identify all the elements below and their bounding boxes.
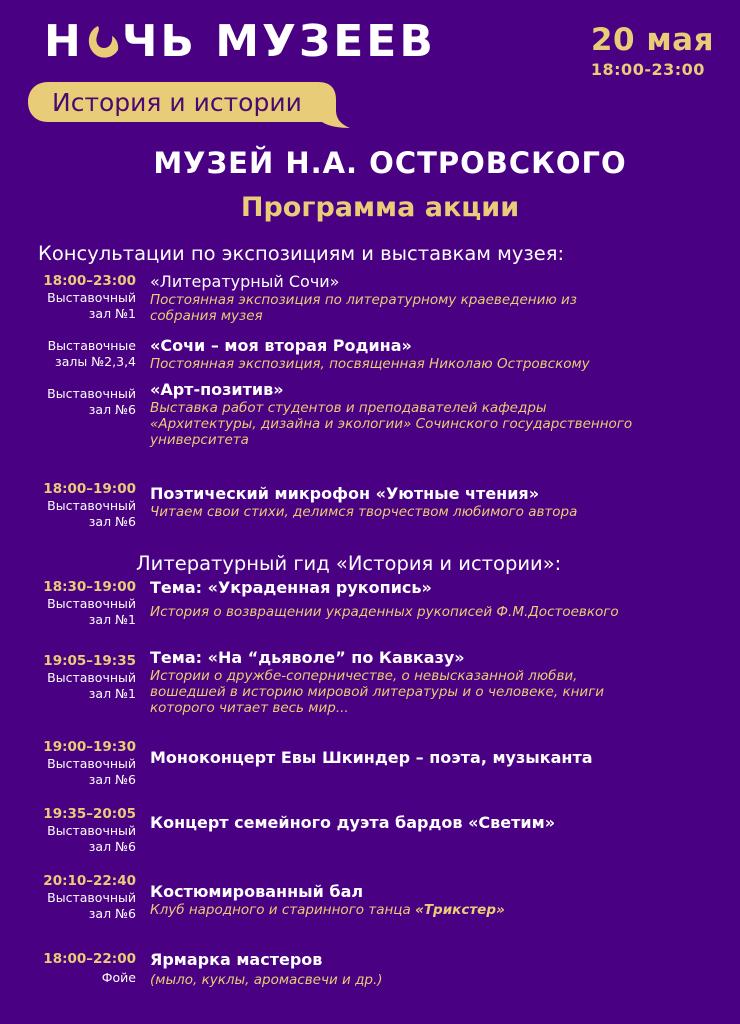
event-details (150, 648, 720, 716)
event-place: Выставочный (47, 670, 136, 685)
event-description-text: Клуб народного и старинного танца (150, 902, 416, 918)
event-description-club: «Трикстер» (415, 902, 505, 918)
event-meta (0, 738, 136, 788)
event-time: 20:10–22:40 (43, 873, 136, 889)
event-place-hall: зал №6 (88, 772, 136, 787)
event-title: «Литературный Сочи» (150, 272, 340, 291)
event-details (150, 272, 720, 324)
crescent-moon-icon (86, 20, 120, 56)
event-place-hall: зал №1 (88, 612, 136, 627)
event-title: Костюмированный бал (150, 882, 364, 901)
event-place-hall: залы №2,3,4 (55, 354, 136, 369)
event-title: «Арт-позитив» (150, 380, 284, 399)
event-meta (0, 338, 136, 370)
event-details (150, 748, 720, 768)
event-place-hall: зал №1 (88, 686, 136, 701)
event-meta (0, 872, 136, 922)
event-place-hall: зал №6 (88, 402, 136, 417)
event-details (150, 950, 720, 988)
event-time: 18:00–23:00 (43, 273, 136, 289)
event-time: 18:00–22:00 (43, 951, 136, 967)
event-title: Поэтический микрофон «Уютные чтения» (150, 484, 540, 503)
event-meta (0, 386, 136, 418)
event-time: 18:00–19:00 (43, 481, 136, 497)
theme-title: История и истории (52, 88, 302, 117)
event-details (150, 882, 720, 918)
event-place-hall: зал №1 (88, 306, 136, 321)
event-details (150, 336, 720, 372)
event-description: (мыло, куклы, аромасвечи и др.) (150, 972, 383, 988)
event-description: Постоянная экспозиция, посвященная Николаю Островскому (150, 356, 590, 372)
event-description: которого читает весь мир... (150, 700, 349, 716)
event-place-hall: зал №6 (88, 906, 136, 921)
program-title: Программа акции (240, 192, 520, 223)
event-meta (0, 272, 136, 322)
event-title: Ярмарка мастеров (150, 950, 323, 969)
event-details (150, 380, 720, 448)
logo-text-start: Н (44, 16, 84, 67)
event-title: Тема: «Украденная рукопись» (150, 578, 432, 597)
event-meta (0, 652, 136, 702)
event-place: Выставочный (47, 386, 136, 401)
event-place: Фойе (101, 970, 136, 985)
event-details (150, 813, 720, 833)
event-description: Читаем свои стихи, делимся творчеством любимого автора (150, 504, 578, 520)
section-heading-consultations: Консультации по экспозициям и выставкам музея: (38, 242, 565, 265)
event-title: Тема: «На “дьяволе” по Кавказу» (150, 648, 465, 667)
event-description (150, 902, 720, 918)
theme-speech-bubble (26, 80, 346, 128)
event-time: 19:05–19:35 (43, 653, 136, 669)
event-description: собрания музея (150, 308, 263, 324)
event-meta (0, 805, 136, 855)
event-title: Моноконцерт Евы Шкиндер – поэта, музыканта (150, 748, 593, 767)
event-description: История о возвращении украденных рукописей Ф.М.Достоевкого (150, 604, 619, 620)
section-heading-literary-guide: Литературный гид «История и истории»: (136, 552, 562, 575)
event-time: 18:30–19:00 (43, 579, 136, 595)
event-title: «Сочи – моя вторая Родина» (150, 336, 412, 355)
event-time: 19:00–19:30 (43, 739, 136, 755)
event-meta (0, 480, 136, 530)
event-place: Выставочный (47, 290, 136, 305)
event-description: вошедшей в историю мировой литературы и о человеке, книги (150, 684, 605, 700)
logo-text-end: ЧЬ МУЗЕЕВ (121, 16, 436, 67)
event-description: Постоянная экспозиция по литературному краеведению из (150, 292, 577, 308)
event-hours: 18:00-23:00 (590, 60, 705, 79)
museum-title: МУЗЕЙ Н.А. ОСТРОВСКОГО (153, 146, 627, 180)
event-place-hall: зал №6 (88, 514, 136, 529)
event-place-hall: зал №6 (88, 839, 136, 854)
date-block (591, 22, 714, 80)
event-place: Выставочные (47, 338, 136, 353)
event-description: университета (150, 432, 249, 448)
event-title: Концерт семейного дуэта бардов «Светим» (150, 813, 556, 832)
event-place: Выставочный (47, 498, 136, 513)
event-description: «Архитектуры, дизайна и экологии» Сочинского государственного (150, 416, 633, 432)
event-details (150, 578, 720, 620)
event-logo (44, 16, 436, 68)
event-description: Выставка работ студентов и преподавателей кафедры (150, 400, 547, 416)
event-time: 19:35–20:05 (43, 806, 136, 822)
event-place: Выставочный (47, 823, 136, 838)
event-meta (0, 578, 136, 628)
event-meta (0, 950, 136, 986)
event-place: Выставочный (47, 890, 136, 905)
event-description: Истории о дружбе-соперничестве, о невысказанной любви, (150, 668, 578, 684)
event-place: Выставочный (47, 756, 136, 771)
event-date: 20 мая (590, 22, 714, 58)
event-details (150, 484, 720, 520)
event-place: Выставочный (47, 596, 136, 611)
